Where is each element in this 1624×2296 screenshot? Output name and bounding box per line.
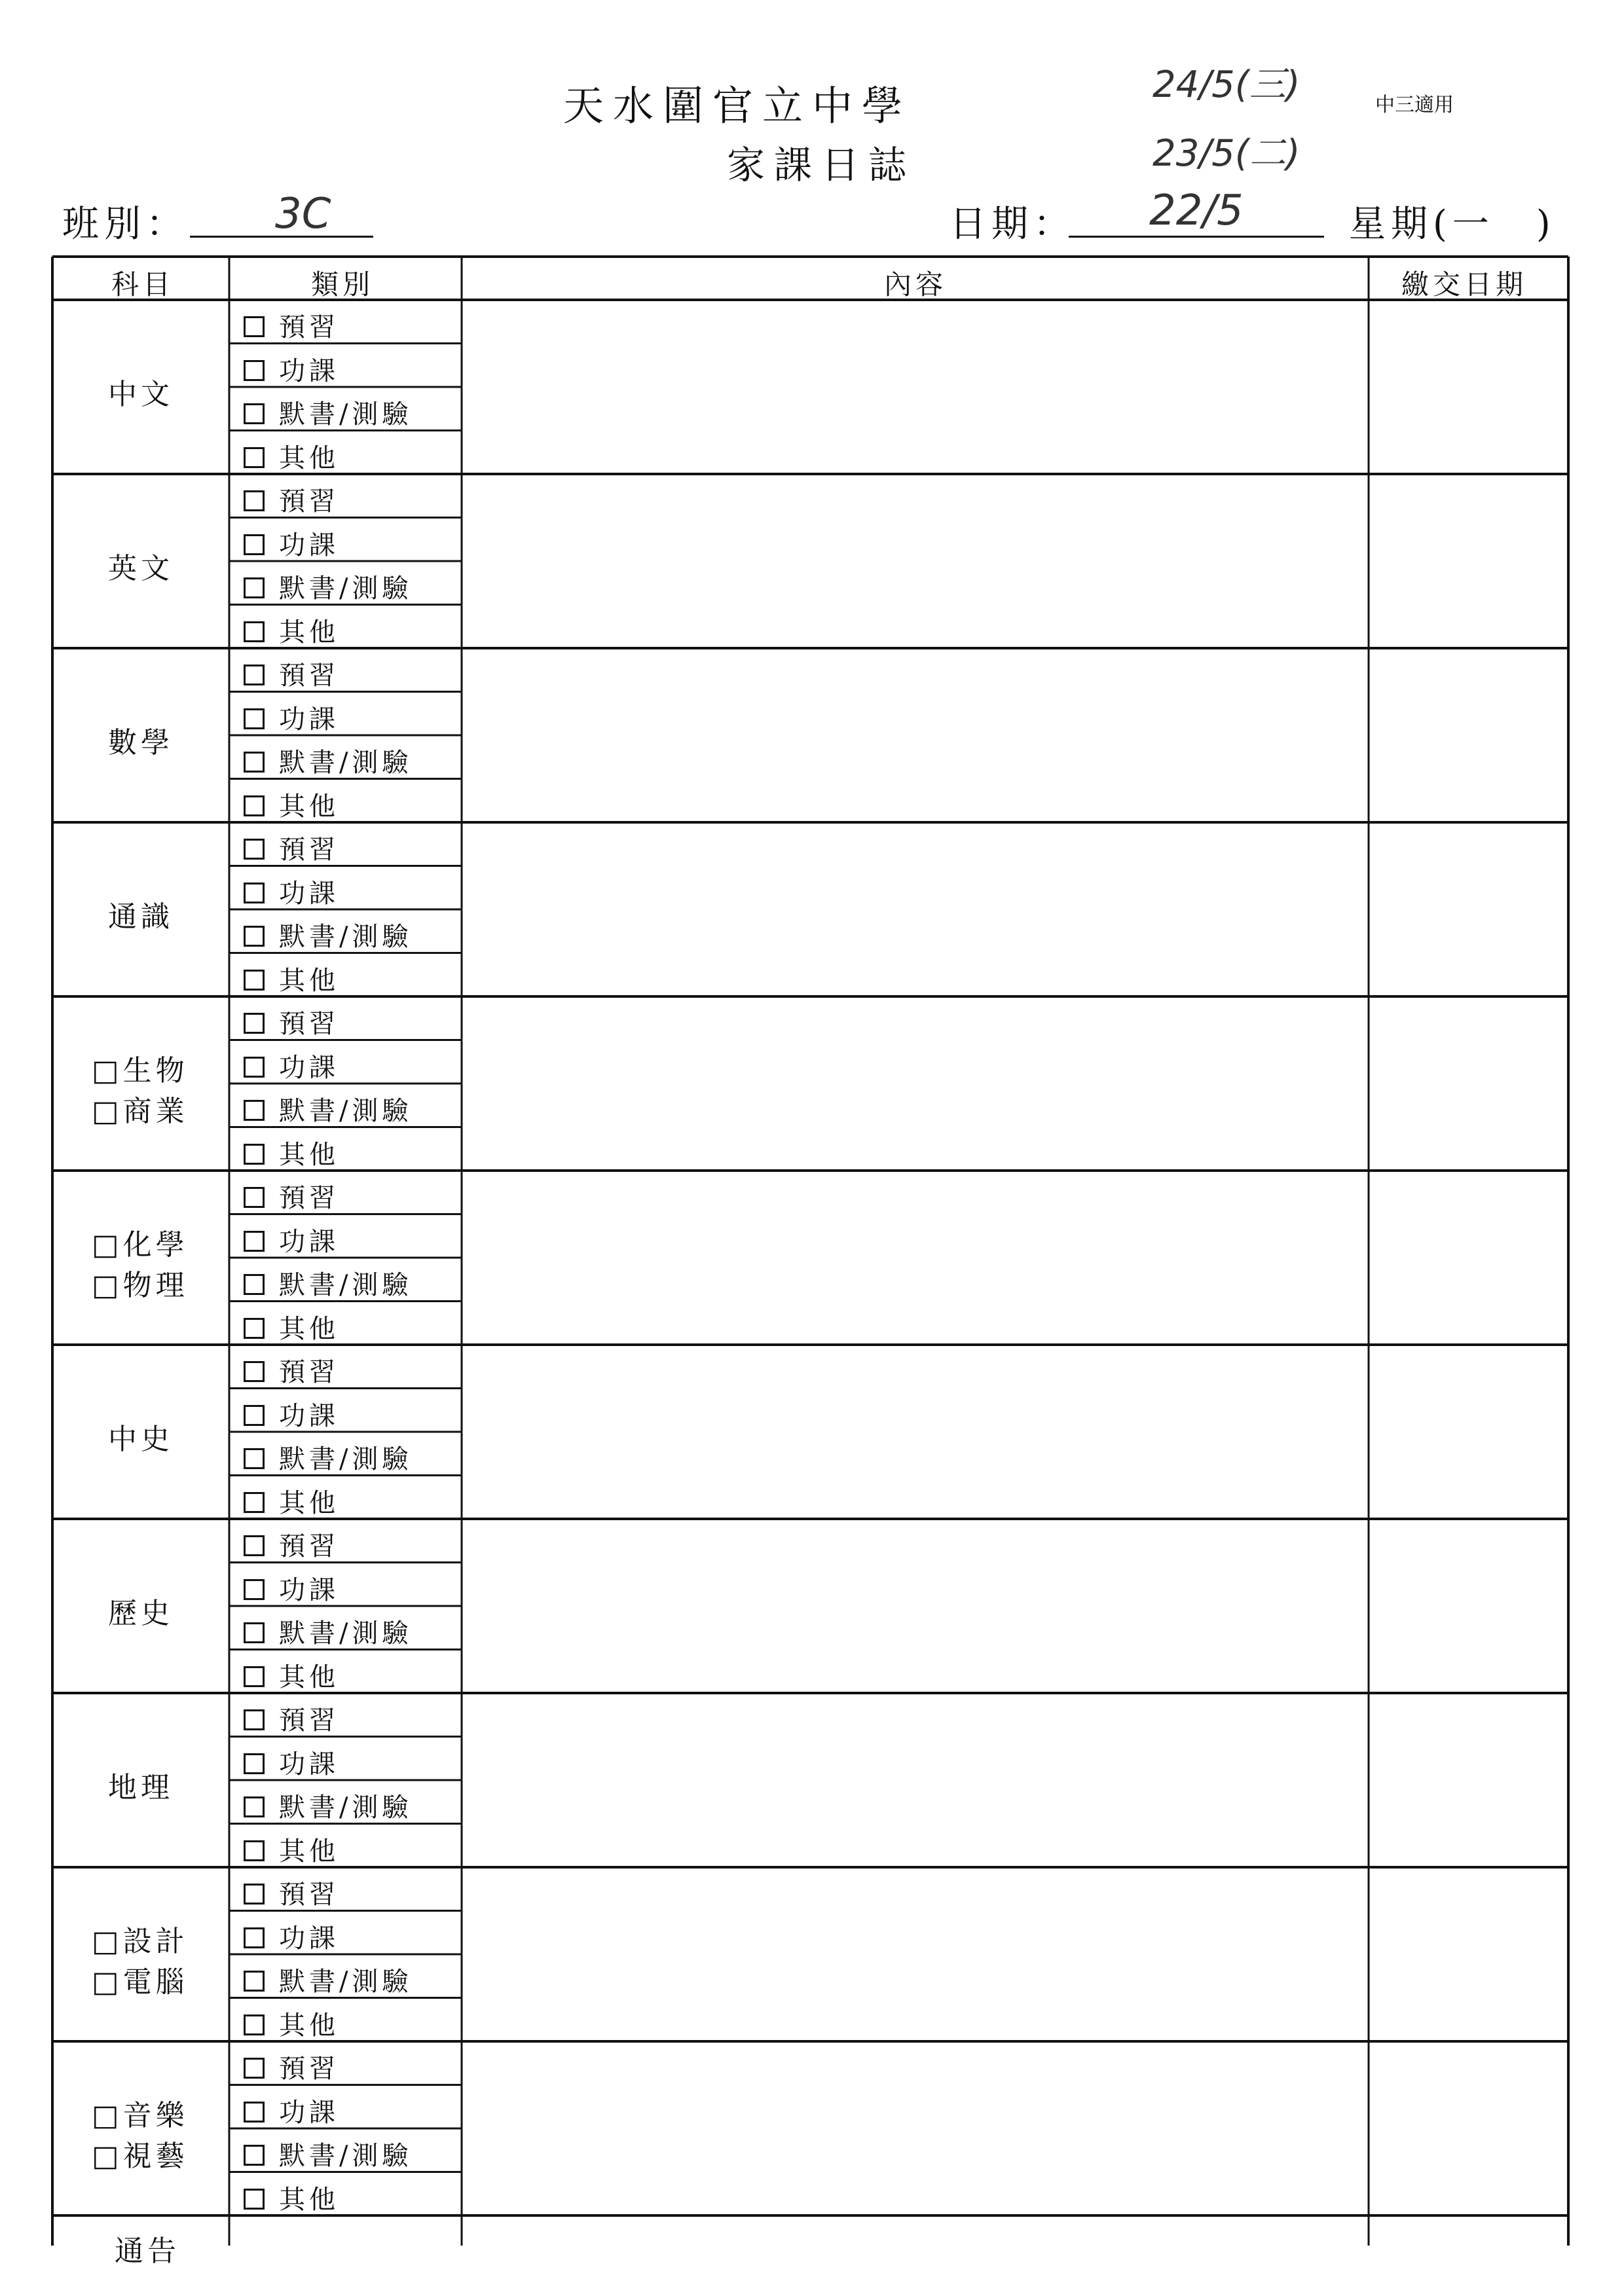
category-option xyxy=(244,1831,339,1868)
category-label: 默書/測驗 xyxy=(279,1096,413,1126)
subject-label: 中史 xyxy=(108,1423,174,1456)
category-label: 其他 xyxy=(279,2010,339,2041)
subject-label: 歷史 xyxy=(108,1597,174,1630)
checkbox[interactable] xyxy=(244,2189,265,2210)
category-option xyxy=(244,1787,412,1824)
checkbox[interactable] xyxy=(244,1492,265,1513)
subject-label: □商業 xyxy=(92,1095,189,1128)
category-label: 其他 xyxy=(279,791,339,822)
category-label: 功課 xyxy=(279,530,339,560)
class-label: 班別： xyxy=(62,203,188,246)
category-label: 預習 xyxy=(279,486,339,517)
category-label: 默書/測驗 xyxy=(279,1793,413,1823)
category-label: 其他 xyxy=(279,965,339,996)
subject-label: 通識 xyxy=(108,900,174,934)
checkbox[interactable] xyxy=(244,1013,265,1034)
category-label: 預習 xyxy=(279,312,339,342)
category-option xyxy=(244,1177,339,1214)
subject-label: 英文 xyxy=(108,552,174,585)
category-label: 其他 xyxy=(279,1139,339,1170)
category-option xyxy=(244,1351,339,1389)
category-label: 其他 xyxy=(279,1836,339,1867)
category-label: 默書/測驗 xyxy=(279,748,413,778)
category-label: 默書/測驗 xyxy=(279,399,413,429)
document-title: 家課日誌 xyxy=(727,143,916,187)
category-label: 默書/測驗 xyxy=(279,1967,413,1997)
category-label: 預習 xyxy=(279,1009,339,1039)
checkbox[interactable] xyxy=(244,1927,265,1948)
weekday-label: 星期(一 ) xyxy=(1349,203,1556,246)
category-option xyxy=(244,2048,339,2085)
category-option xyxy=(244,699,339,736)
category-option xyxy=(244,524,339,562)
checkbox[interactable] xyxy=(244,2145,265,2166)
checkbox[interactable] xyxy=(244,1231,265,1252)
category-option xyxy=(244,1700,339,1737)
category-label: 默書/測驗 xyxy=(279,1444,413,1474)
category-label: 預習 xyxy=(279,1705,339,1736)
category-option xyxy=(244,1047,339,1084)
category-label: 功課 xyxy=(279,1749,339,1779)
checkbox[interactable] xyxy=(244,403,265,424)
category-label: 功課 xyxy=(279,1923,339,1954)
category-option xyxy=(244,873,339,910)
checkbox[interactable] xyxy=(244,1318,265,1339)
category-label: 預習 xyxy=(279,1531,339,1561)
category-option xyxy=(244,1874,339,1911)
category-label: 預習 xyxy=(279,2054,339,2084)
subject-label: □電腦 xyxy=(92,1965,189,1999)
category-option xyxy=(244,350,339,388)
checkbox[interactable] xyxy=(244,1840,265,1861)
category-option xyxy=(244,2005,339,2042)
checkbox[interactable] xyxy=(244,1361,265,1382)
category-label: 默書/測驗 xyxy=(279,1618,413,1649)
category-option xyxy=(244,611,339,649)
category-option xyxy=(244,2179,339,2216)
category-label: 功課 xyxy=(279,1226,339,1257)
checkbox[interactable] xyxy=(244,1100,265,1121)
handwritten-date-2: 23/5(二) xyxy=(1153,132,1301,175)
subject-label: □視藝 xyxy=(92,2140,189,2173)
category-label: 功課 xyxy=(279,704,339,735)
notice-label: 通告 xyxy=(115,2234,180,2268)
category-label: 默書/測驗 xyxy=(279,1270,413,1300)
subject-label: 數學 xyxy=(108,726,174,759)
category-option xyxy=(244,1961,412,1998)
checkbox[interactable] xyxy=(244,665,265,685)
date-value[interactable]: 22/5 xyxy=(1149,187,1244,235)
category-label: 預習 xyxy=(279,1183,339,1213)
category-label: 功課 xyxy=(279,1400,339,1431)
category-label: 默書/測驗 xyxy=(279,574,413,604)
category-option xyxy=(244,1395,339,1432)
category-label: 其他 xyxy=(279,1313,339,1344)
category-option xyxy=(244,306,339,344)
category-option xyxy=(244,655,339,692)
handwritten-date-1: 24/5(三) xyxy=(1153,64,1301,106)
category-option xyxy=(244,960,339,997)
checkbox[interactable] xyxy=(244,534,265,555)
category-option xyxy=(244,1134,339,1171)
checkbox[interactable] xyxy=(244,1535,265,1556)
header-due-date: 繳交日期 xyxy=(1401,268,1528,301)
category-label: 其他 xyxy=(279,617,339,647)
subject-label: □音樂 xyxy=(92,2099,189,2132)
category-label: 預習 xyxy=(279,1880,339,1910)
date-label: 日期： xyxy=(950,203,1075,246)
category-label: 其他 xyxy=(279,443,339,473)
category-option xyxy=(244,1918,339,1955)
checkbox[interactable] xyxy=(244,1579,265,1600)
category-label: 預習 xyxy=(279,835,339,865)
checkbox[interactable] xyxy=(244,926,265,947)
checkbox[interactable] xyxy=(244,1753,265,1774)
checkbox[interactable] xyxy=(244,1274,265,1295)
checkbox[interactable] xyxy=(244,2058,265,2079)
category-option xyxy=(244,437,339,475)
category-label: 預習 xyxy=(279,1357,339,1387)
category-label: 其他 xyxy=(279,2184,339,2215)
category-option xyxy=(244,1656,339,1694)
category-option xyxy=(244,1221,339,1258)
category-option xyxy=(244,2092,339,2129)
category-option xyxy=(244,1525,339,1563)
category-label: 功課 xyxy=(279,355,339,386)
category-label: 預習 xyxy=(279,661,339,691)
category-option xyxy=(244,1308,339,1345)
checkbox[interactable] xyxy=(244,752,265,773)
subject-label: 地理 xyxy=(108,1771,174,1804)
category-option xyxy=(244,1090,412,1127)
category-option xyxy=(244,1569,339,1607)
category-option xyxy=(244,1264,412,1302)
checkbox[interactable] xyxy=(244,839,265,860)
checkbox[interactable] xyxy=(244,360,265,381)
checkbox[interactable] xyxy=(244,1622,265,1643)
class-value[interactable]: 3C xyxy=(275,190,331,238)
category-label: 功課 xyxy=(279,1052,339,1083)
category-option xyxy=(244,2135,412,2172)
checkbox[interactable] xyxy=(244,2102,265,2123)
category-option xyxy=(244,916,412,953)
form-level-note: 中三適用 xyxy=(1375,94,1454,117)
checkbox[interactable] xyxy=(244,1448,265,1469)
checkbox[interactable] xyxy=(244,1187,265,1208)
header-subject: 科目 xyxy=(111,268,175,301)
category-option xyxy=(244,393,412,431)
checkbox[interactable] xyxy=(244,708,265,729)
checkbox[interactable] xyxy=(244,970,265,991)
category-option xyxy=(244,1003,339,1040)
category-option xyxy=(244,568,412,605)
category-label: 功課 xyxy=(279,878,339,909)
checkbox[interactable] xyxy=(244,883,265,903)
category-option xyxy=(244,1613,412,1650)
category-option xyxy=(244,1482,339,1520)
category-label: 其他 xyxy=(279,1662,339,1692)
category-label: 功課 xyxy=(279,1575,339,1605)
checkbox[interactable] xyxy=(244,316,265,337)
category-option xyxy=(244,742,412,779)
header-content: 內容 xyxy=(884,268,948,301)
school-name: 天水圍官立中學 xyxy=(563,82,912,130)
category-option xyxy=(244,829,339,866)
checkbox[interactable] xyxy=(244,1796,265,1817)
category-option xyxy=(244,1438,412,1476)
checkbox[interactable] xyxy=(244,1405,265,1426)
checkbox[interactable] xyxy=(244,621,265,642)
category-label: 功課 xyxy=(279,2097,339,2128)
checkbox[interactable] xyxy=(244,1709,265,1730)
checkbox[interactable] xyxy=(244,490,265,511)
subject-label: 中文 xyxy=(108,378,174,411)
checkbox[interactable] xyxy=(244,1666,265,1687)
category-option xyxy=(244,1743,339,1781)
subject-label: □設計 xyxy=(92,1925,189,1958)
checkbox[interactable] xyxy=(244,577,265,598)
subject-label: □生物 xyxy=(92,1054,189,1087)
checkbox[interactable] xyxy=(244,1057,265,1078)
subject-label: □物理 xyxy=(92,1269,189,1302)
checkbox[interactable] xyxy=(244,1144,265,1165)
checkbox[interactable] xyxy=(244,1884,265,1904)
category-option xyxy=(244,786,339,823)
header-category: 類別 xyxy=(311,268,375,301)
category-label: 其他 xyxy=(279,1487,339,1518)
category-label: 默書/測驗 xyxy=(279,922,413,952)
checkbox[interactable] xyxy=(244,447,265,468)
checkbox[interactable] xyxy=(244,2014,265,2035)
checkbox[interactable] xyxy=(244,795,265,816)
subject-label: □化學 xyxy=(92,1228,189,1262)
category-label: 默書/測驗 xyxy=(279,2141,413,2171)
checkbox[interactable] xyxy=(244,1971,265,1992)
category-option xyxy=(244,481,339,518)
